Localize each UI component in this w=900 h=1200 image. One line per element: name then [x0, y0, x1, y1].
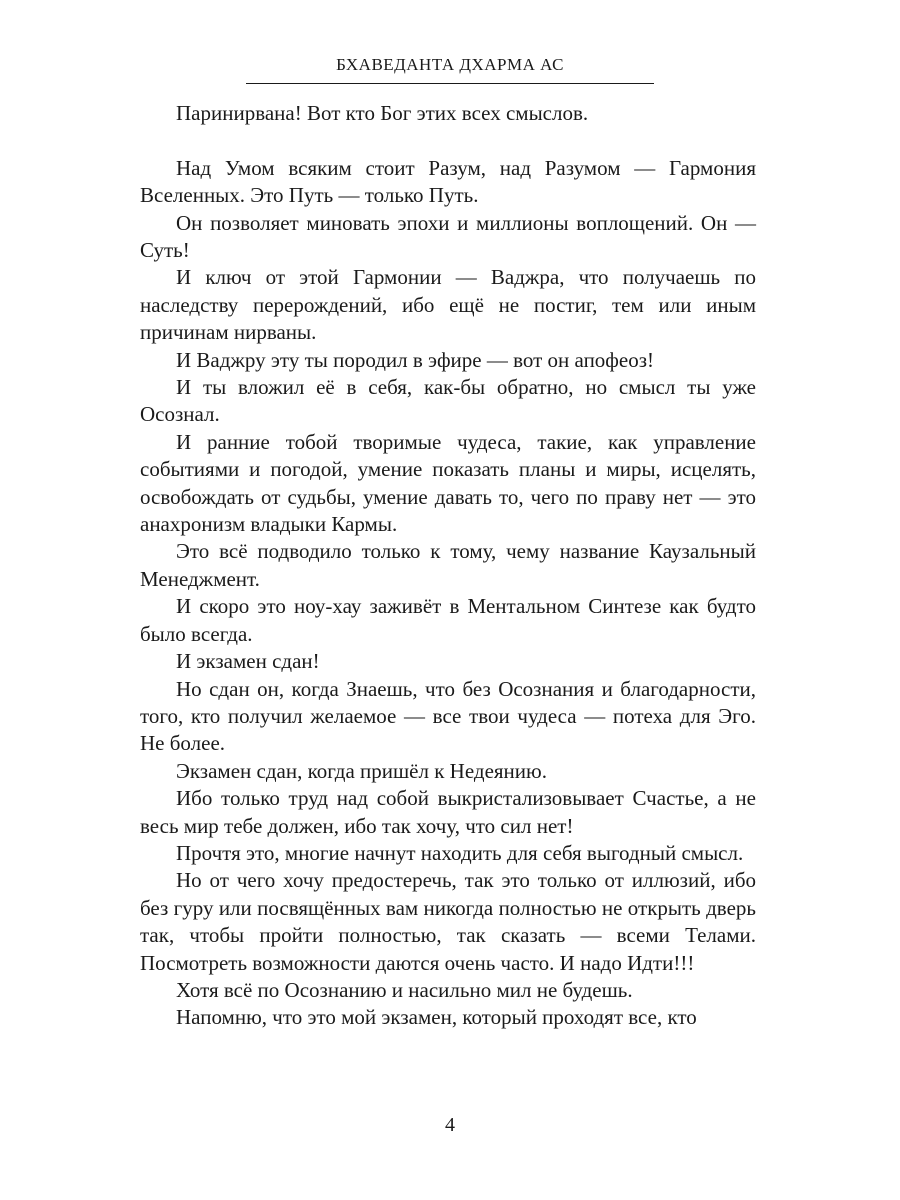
paragraph: И ключ от этой Гармонии — Ваджра, что получаешь по наследству перерождений, ибо ещё не постиг, тем или иным причинам нирваны. — [140, 265, 756, 345]
paragraph: Паринирвана! Вот кто Бог этих всех смыслов. — [176, 101, 589, 125]
paragraph: Ибо только труд над собой выкристализовывает Счастье, а не весь мир тебе должен, ибо так хочу, что сил нет! — [140, 786, 756, 838]
paragraph: Он позволяет миновать эпохи и миллионы воплощений. Он — Суть! — [140, 210, 756, 263]
paragraph: Это всё подводило только к тому, чему название Каузальный Менеджмент. — [140, 539, 756, 591]
paragraph: Но сдан он, когда Знаешь, что без Осознания и благодарности, того, кто получил желаемое — все твои чудеса — потеха для Эго. Не более. — [140, 676, 756, 756]
paragraph: И скоро это ноу-хау заживёт в Ментальном Синтезе как будто было всегда. — [140, 594, 756, 646]
paragraph: Над Умом всяким стоит Разум, над Разумом — Гармония Вселенных. Это Путь — только Путь. — [140, 155, 756, 208]
paragraph: И экзамен сдан! — [176, 649, 320, 674]
paragraph: Но от чего хочу предостеречь, так это только от иллюзий, ибо без гуру или посвящённых вам никогда полностью не открыть дверь так, чтобы пройти полностью, так сказать — всеми Телами. Посмотреть возможности даются очень часто. И надо Идти!!! — [140, 868, 756, 975]
paragraph: И ты вложил её в себя, как-бы обратно, но смысл ты уже Осознал. — [140, 375, 756, 427]
paragraph: И Ваджру эту ты породил в эфире — вот он апофеоз! — [176, 347, 655, 372]
paragraph: Экзамен сдан, когда пришёл к Недеянию. — [176, 758, 547, 783]
body-text — [140, 100, 756, 1032]
paragraph: Хотя всё по Осознанию и насильно мил не будешь. — [176, 977, 633, 1002]
paragraph: Прочтя это, многие начнут находить для себя выгодный смысл. — [176, 840, 744, 865]
running-head-title: БХАВЕДАНТА ДХАРМА АС — [336, 55, 564, 74]
paragraph: Напомню, что это мой экзамен, который проходят все, кто — [176, 1005, 697, 1030]
paragraph: И ранние тобой творимые чудеса, такие, как управление событиями и погодой, умение показать планы и миры, исцелять, освобождать от судьбы, умение давать то, чего по праву нет — это анахронизм владыки Кармы. — [140, 429, 756, 537]
header-rule — [246, 83, 654, 84]
page-number: 4 — [445, 1114, 455, 1136]
